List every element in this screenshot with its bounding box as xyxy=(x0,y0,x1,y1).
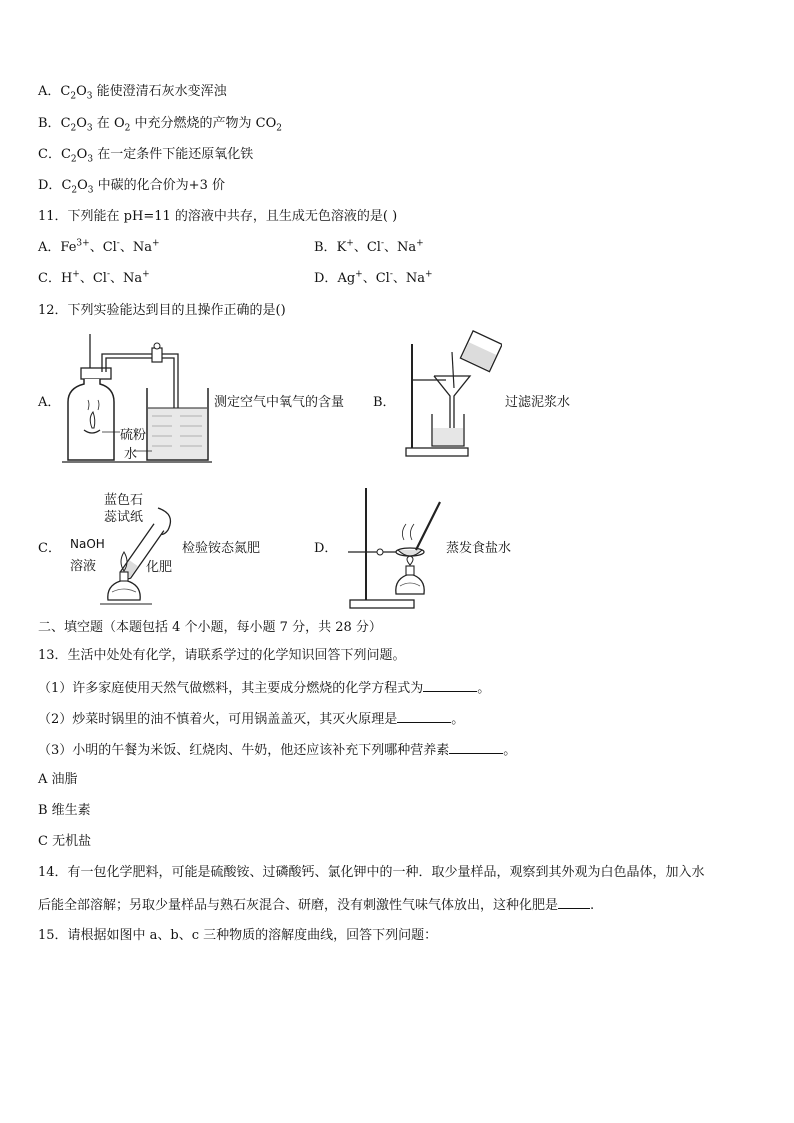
naoh-label: NaOH xyxy=(70,537,105,551)
q12-c-caption: 检验铵态氮肥 xyxy=(182,541,261,556)
fertilizer-label: 化肥 xyxy=(146,560,173,575)
q11-option-b: B．K+、Cl-、Na+ xyxy=(314,238,424,255)
filtration-apparatus xyxy=(402,330,502,462)
q13-part3: （3）小明的午餐为米饭、红烧肉、牛奶，他还应该补充下列哪种营养素 。 xyxy=(38,743,517,758)
q10-option-a: A．$C_2O_3$ 能使澄清石灰水变浑浊 xyxy=(38,84,227,102)
litmus-label-2: 蕊试纸 xyxy=(104,510,144,525)
q13-option-c: C 无机盐 xyxy=(38,834,92,849)
q12-d-letter: D． xyxy=(314,541,338,556)
q12-b-letter: B． xyxy=(373,395,396,410)
q12-d-caption: 蒸发食盐水 xyxy=(446,541,512,556)
evaporation-apparatus xyxy=(344,484,450,612)
answer-blank[interactable] xyxy=(397,710,451,723)
litmus-label-1: 蓝色石 xyxy=(104,493,144,508)
q10-option-c: C．$C_2O_3$ 在一定条件下能还原氧化铁 xyxy=(38,147,254,165)
q11-stem: 11．下列能在 pH=11 的溶液中共存，且生成无色溶液的是( ) xyxy=(38,209,398,224)
answer-blank[interactable] xyxy=(558,896,590,909)
q11-option-a: A．$Fe^{3+}$、Cl-、Na+ xyxy=(38,238,160,255)
answer-blank[interactable] xyxy=(423,679,477,692)
q13-part1: （1）许多家庭使用天然气做燃料，其主要成分燃烧的化学方程式为 。 xyxy=(38,681,491,696)
q12-a-caption: 测定空气中氧气的含量 xyxy=(214,395,345,410)
q12-a-letter: A． xyxy=(38,395,61,410)
q12-stem: 12．下列实验能达到目的且操作正确的是() xyxy=(38,303,286,318)
q11-option-d: D．Ag+、Cl-、Na+ xyxy=(314,269,433,286)
q10-option-d: D．$C_2O_3$ 中碳的化合价为+3 价 xyxy=(38,178,225,196)
q13-part2: （2）炒菜时锅里的油不慎着火，可用锅盖盖灭，其灭火原理是 。 xyxy=(38,712,465,727)
q15-stem: 15．请根据如图中 a、b、c 三种物质的溶解度曲线，回答下列问题： xyxy=(38,928,438,943)
q12-b-caption: 过滤泥浆水 xyxy=(505,395,571,410)
q12-c-letter: C． xyxy=(38,541,61,556)
solution-label: 溶液 xyxy=(70,559,97,574)
q13-stem: 13．生活中处处有化学，请联系学过的化学知识回答下列问题。 xyxy=(38,648,406,663)
answer-blank[interactable] xyxy=(449,741,503,754)
q13-option-b: B 维生素 xyxy=(38,803,91,818)
q14-line2: 后能全部溶解；另取少量样品与熟石灰混合、研磨，没有刺激性气味气体放出，这种化肥是 . xyxy=(38,898,595,913)
q13-option-a: A 油脂 xyxy=(38,772,78,787)
section-2-heading: 二、填空题（本题包括 4 个小题，每小题 7 分，共 28 分） xyxy=(38,620,382,635)
ammonium-test-apparatus xyxy=(96,500,180,610)
q10-option-b: B．$C_2O_3$ 在 $O_2$ 中充分燃烧的产物为 $CO_2$ xyxy=(38,116,282,134)
q11-option-c: C．H+、Cl-、Na+ xyxy=(38,269,150,286)
sulfur-label: 硫粉 xyxy=(120,428,147,443)
q14-line1: 14．有一包化学肥料，可能是硫酸铵、过磷酸钙、氯化钾中的一种．取少量样品，观察到其外观为白色晶体，加入水 xyxy=(38,865,705,880)
water-label: 水 xyxy=(124,447,138,462)
